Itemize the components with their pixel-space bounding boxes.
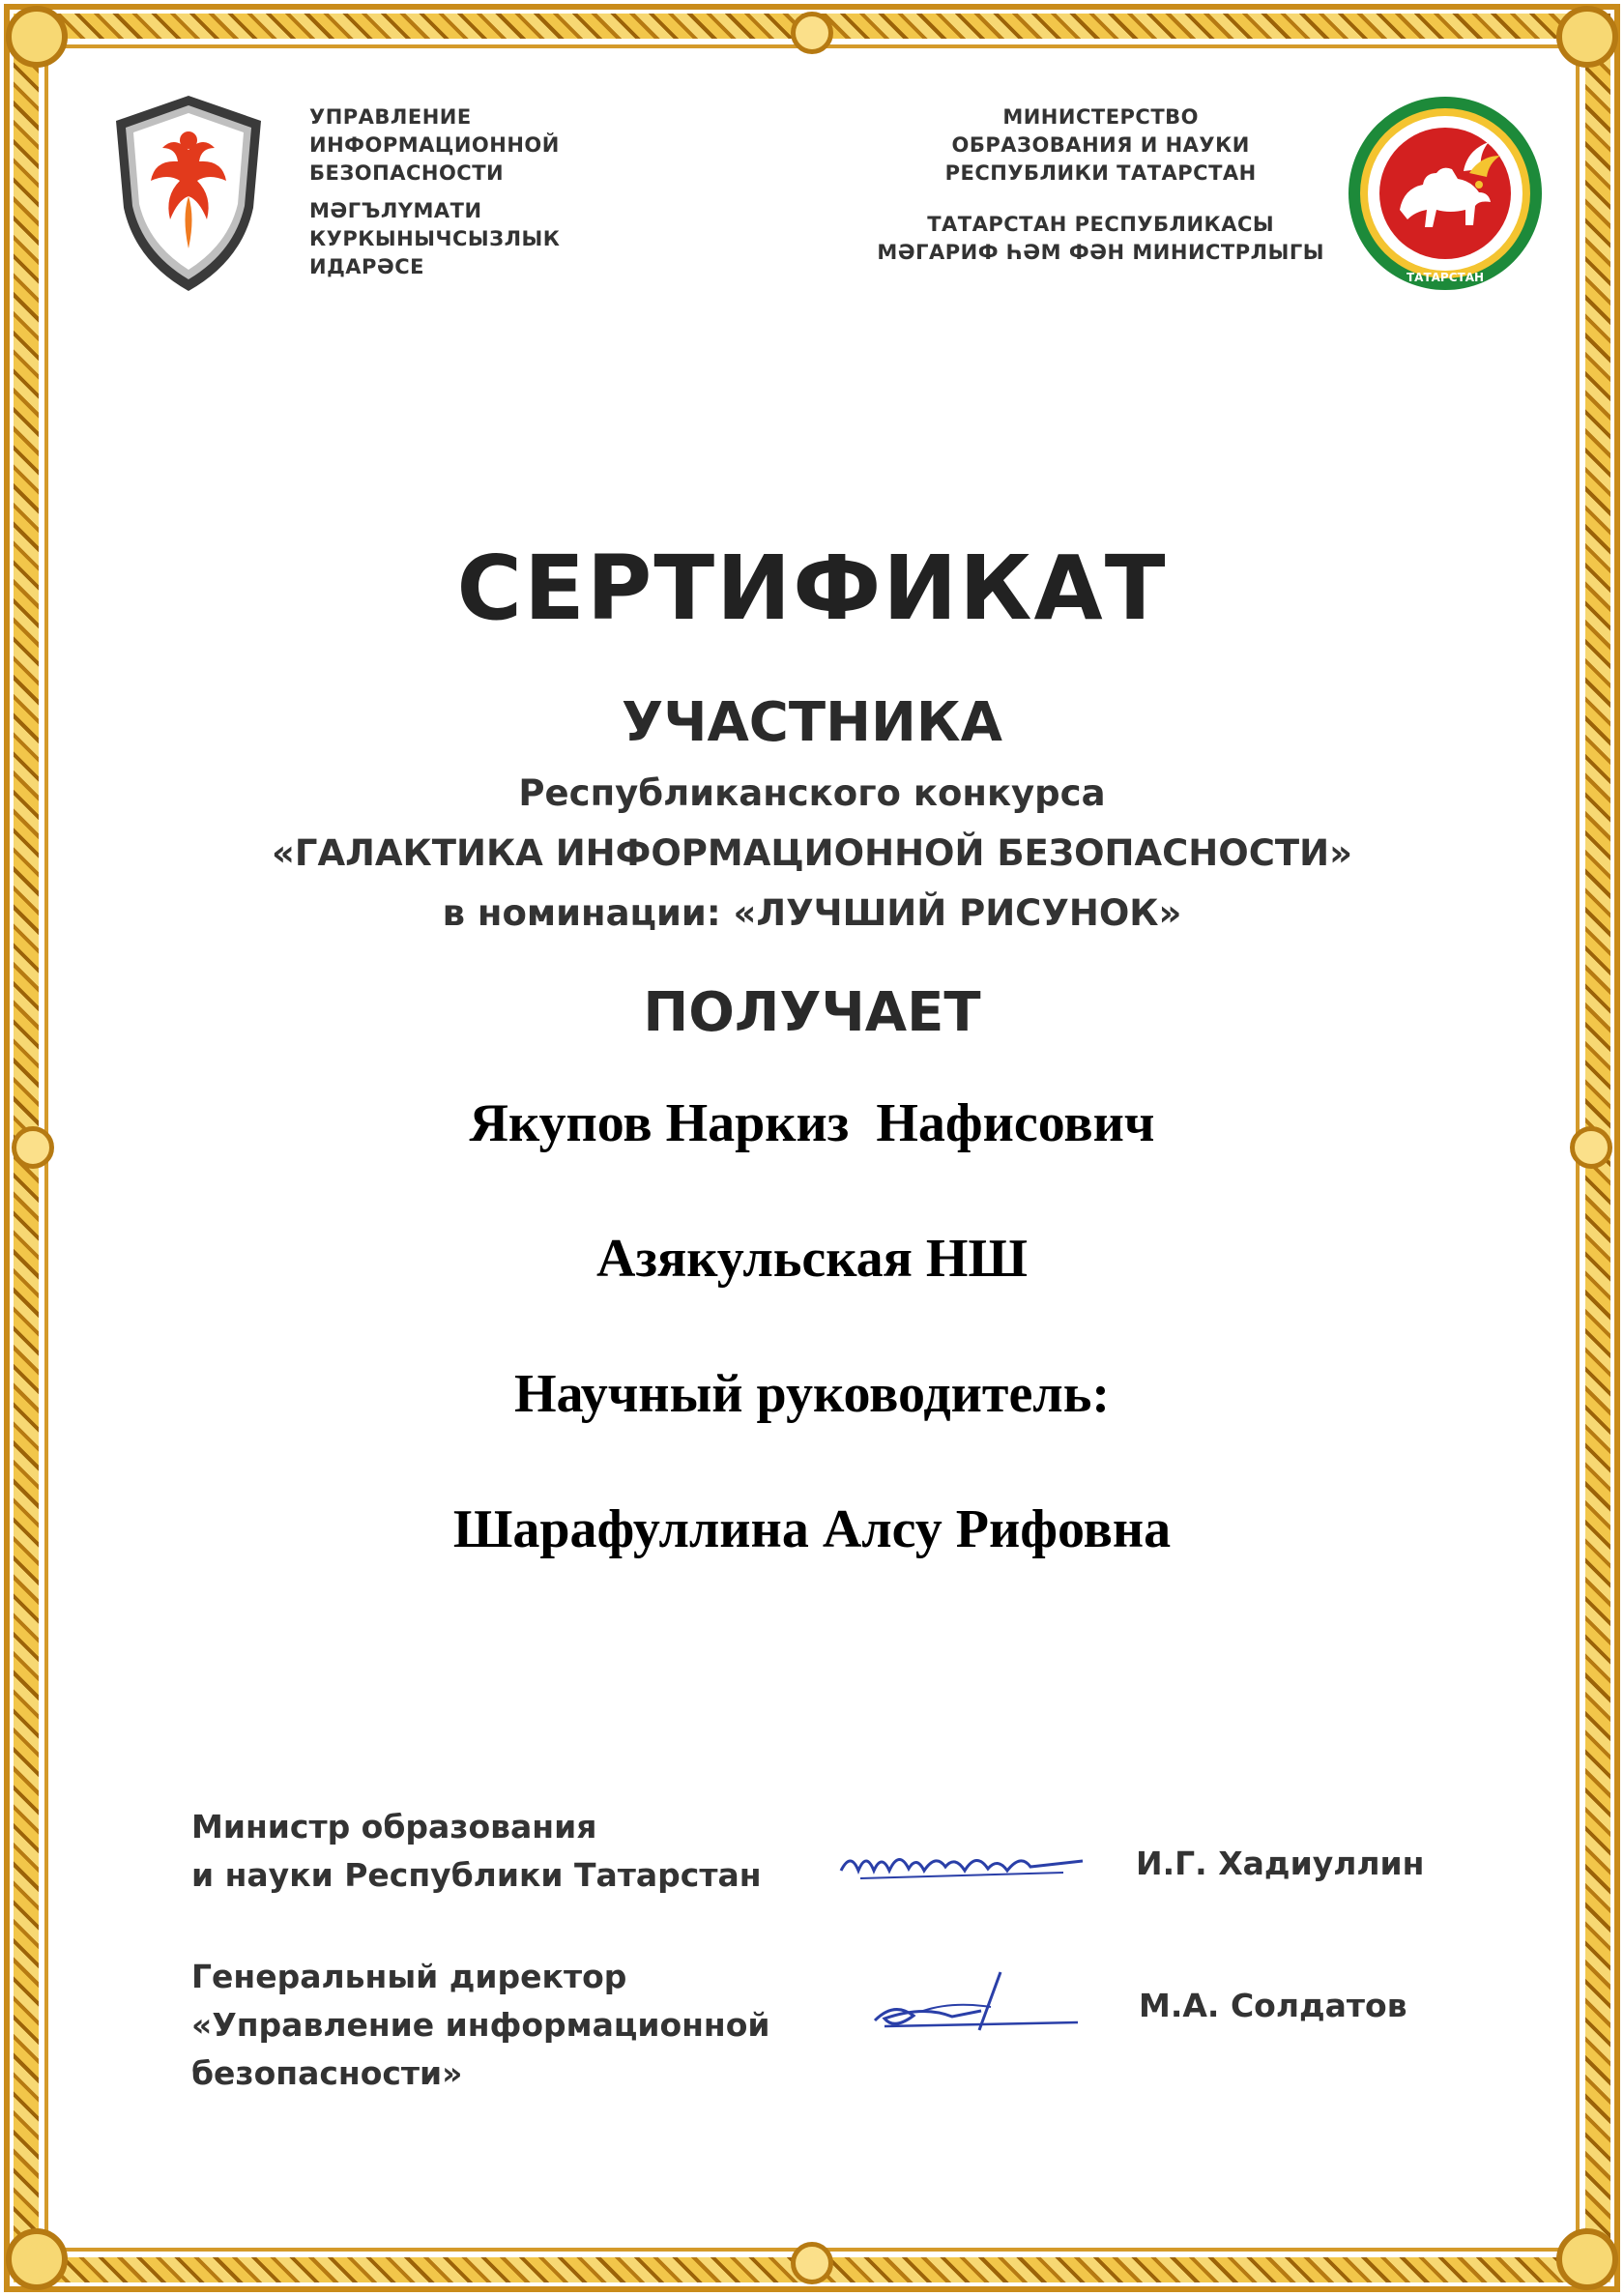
certificate-title: СЕРТИФИКАТ <box>456 537 1168 640</box>
right-org-line-tt: ТАТАРСТАН РЕСПУБЛИКАСЫ <box>927 213 1275 236</box>
signature-position-line: безопасности» <box>191 2054 463 2092</box>
contest-description <box>0 764 1624 944</box>
right-org-line-ru: МИНИСТЕРСТВО <box>1002 105 1200 129</box>
signature-minister-image <box>831 1832 1102 1900</box>
border-side-knot <box>791 12 833 54</box>
signature-position-director <box>191 1953 770 2098</box>
border-corner-knot <box>1556 6 1618 68</box>
signature-position-line: «Управление информационной <box>191 2006 770 2044</box>
phoenix-shield-icon <box>106 92 271 295</box>
school-name: Азякульская НШ <box>596 1229 1028 1289</box>
supervisor-name: Шарафуллина Алсу Рифовна <box>452 1499 1172 1559</box>
right-org-line-ru: РЕСПУБЛИКИ ТАТАРСТАН <box>944 161 1257 185</box>
right-org-line-ru: ОБРАЗОВАНИЯ И НАУКИ <box>951 133 1250 157</box>
contest-line: в номинации: «ЛУЧШИЙ РИСУНОК» <box>442 892 1182 934</box>
border-corner-knot <box>6 6 68 68</box>
receives-label: ПОЛУЧАЕТ <box>643 981 981 1044</box>
supervisor-label: Научный руководитель: <box>514 1364 1110 1424</box>
left-org-line-tt: ИДАРӘСЕ <box>309 255 425 278</box>
left-org-line-ru: БЕЗОПАСНОСТИ <box>309 161 505 185</box>
left-org-line-ru: ИНФОРМАЦИОННОЙ <box>309 133 560 157</box>
emblem-text: ТАТАРСТАН <box>1406 271 1485 284</box>
border-corner-knot <box>1556 2228 1618 2290</box>
border-corner-knot <box>6 2228 68 2290</box>
contest-line: «ГАЛАКТИКА ИНФОРМАЦИОННОЙ БЕЗОПАСНОСТИ» <box>272 832 1352 874</box>
right-org-line-tt: МӘГАРИФ ҺӘМ ФӘН МИНИСТРЛЫГЫ <box>877 241 1324 264</box>
tatarstan-emblem-icon <box>1344 92 1547 295</box>
left-org-line-tt: МӘГЪЛҮМАТИ <box>309 199 482 222</box>
header-left-organization <box>106 92 609 305</box>
contest-line: Республиканского конкурса <box>518 772 1106 814</box>
signature-position-line: Генеральный директор <box>191 1958 627 1995</box>
header-right-organization <box>851 92 1547 305</box>
signature-position-minister <box>191 1803 762 1900</box>
participant-name: Якупов Наркиз Нафисович <box>469 1093 1155 1153</box>
signature-name-minister: И.Г. Хадиуллин <box>1136 1845 1425 1882</box>
signature-position-line: Министр образования <box>191 1808 597 1846</box>
signature-name-director: М.А. Солдатов <box>1139 1987 1407 2024</box>
left-org-line-ru: УПРАВЛЕНИЕ <box>309 105 472 129</box>
signature-director-image <box>865 1962 1088 2049</box>
border-side-knot <box>791 2242 833 2284</box>
signature-position-line: и науки Республики Татарстан <box>191 1856 762 1894</box>
certificate-subtitle: УЧАСТНИКА <box>622 691 1002 754</box>
left-org-line-tt: КУРКЫНЫЧСЫЗЛЫК <box>309 227 561 250</box>
